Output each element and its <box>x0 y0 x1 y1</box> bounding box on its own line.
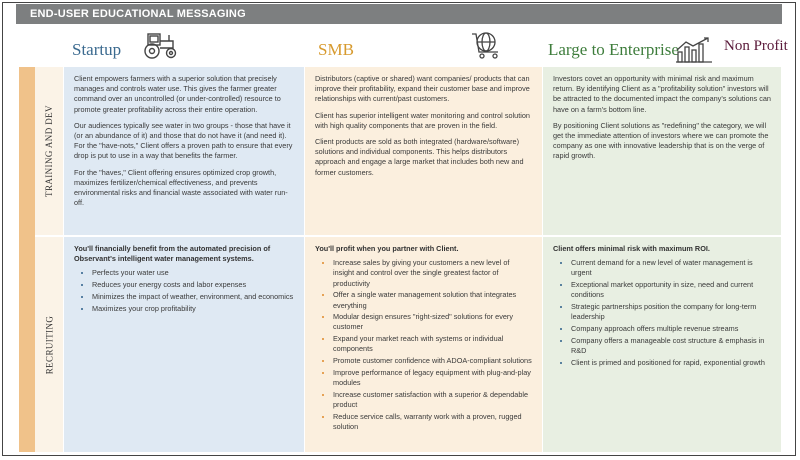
benefit-list <box>553 258 771 368</box>
list-item: • Reduce service calls, warranty work with a proven, rugged solution <box>333 412 532 432</box>
list-item: • Improve performance of legacy equipment with plug-and-play modules <box>333 368 532 388</box>
paragraph: By positioning Client solutions as "redefining" the category, we will get the immediate attention of investors where we can promote the company as one with innovative leadership that is on the verge of rapid growth. <box>553 120 769 161</box>
paragraph: Distributors (captive or shared) want companies/ products that can improve their profitability, expand their customer base and improve relationships with current/past customers. <box>315 74 530 104</box>
list-item: • Strategic partnerships position the company for long-term leadership <box>571 302 771 322</box>
list-item: • Increase sales by giving your customers a new level of insight and control over the single greatest factor of productivity <box>333 258 532 289</box>
cell-heading: You'll profit when you partner with Client. <box>315 244 459 253</box>
row-label-recruiting-text: RECRUITING <box>44 315 54 374</box>
paragraph: Client has superior intelligent water monitoring and control solution with high quality components that are proven in the field. <box>315 110 530 130</box>
column-header-smb: SMB <box>318 40 354 59</box>
list-item: • Company offers a manageable cost structure & emphasis in R&D <box>571 336 771 356</box>
paragraph: For the "haves," Client offering ensures optimized crop growth, maximizes fertilizer/chemical effectiveness, and prevents environmental risks and financial waste associated with water run-off. <box>74 167 288 208</box>
tractor-icon <box>140 30 180 65</box>
row-header-bar <box>19 67 35 452</box>
list-item: • Perfects your water use <box>92 268 294 278</box>
training-startup-cell <box>64 67 304 235</box>
bar-chart-icon <box>674 36 714 69</box>
list-item: • Modular design ensures "right-sized" solutions for every customer <box>333 312 532 332</box>
list-item: • Company approach offers multiple revenue streams <box>571 324 771 334</box>
column-header-large-enterprise: Large to Enterprise <box>548 40 679 59</box>
paragraph: Client products are sold as both integrated (hardware/software) solutions and individual components. This helps distributors approach and engage a large market that includes both new and former customers. <box>315 137 524 177</box>
recruiting-startup-cell <box>64 237 304 452</box>
list-item: • Offer a single water management solution that integrates everything <box>333 290 532 310</box>
list-item: • Minimizes the impact of weather, environment, and economics <box>92 292 294 302</box>
list-item: • Increase customer satisfaction with a superior & dependable product <box>333 390 532 410</box>
list-item: • Reduces your energy costs and labor expenses <box>92 280 294 290</box>
list-item: • Exceptional market opportunity in size, need and current conditions <box>571 280 771 300</box>
row-label-recruiting <box>35 237 63 452</box>
training-smb-cell <box>305 67 542 235</box>
list-item: • Current demand for a new level of water management is urgent <box>571 258 771 278</box>
recruiting-large-cell <box>543 237 781 452</box>
section-title-bar: END-USER EDUCATIONAL MESSAGING <box>16 4 782 24</box>
cell-heading: Client offers minimal risk with maximum ROI. <box>553 244 710 253</box>
paragraph: Investors covet an opportunity with minimal risk and maximum return. By identifying Client as a "profitability solution" investors will be attracted to the documented impact the company's solutions can have on a farm's bottom line. <box>553 74 771 114</box>
benefit-list <box>74 268 294 313</box>
list-item: • Expand your market reach with systems or individual components <box>333 334 532 354</box>
row-label-training-text: TRAINING AND DEV <box>44 105 54 197</box>
cell-heading: You'll financially benefit from the automated precision of Observant's intelligent water management systems. <box>74 244 271 264</box>
column-header-nonprofit: Non Profit <box>724 38 788 54</box>
column-header-startup: Startup <box>72 40 122 59</box>
paragraph: Our audiences typically see water in two groups - those that have it (or an abundance of it) and those that do not have it (and need it). For the "have-nots," Client offers a proven path to ensure that every drop is put to use in a way that benefits the farmer. <box>74 120 293 161</box>
benefit-list <box>315 258 532 432</box>
paragraph: Client empowers farmers with a superior solution that precisely manages and controls water use. This gives the farmer greater command over an uncontrolled (or under-controlled) resource to promote greater profitability across their entire operation. <box>74 74 281 114</box>
row-label-training <box>35 67 63 235</box>
recruiting-smb-cell <box>305 237 542 452</box>
shopping-cart-globe-icon <box>470 30 504 65</box>
list-item: • Promote customer confidence with ADOA-compliant solutions <box>333 356 532 366</box>
list-item: • Client is primed and positioned for rapid, exponential growth <box>571 358 771 368</box>
list-item: • Maximizes your crop profitability <box>92 304 294 314</box>
training-large-cell <box>543 67 781 235</box>
